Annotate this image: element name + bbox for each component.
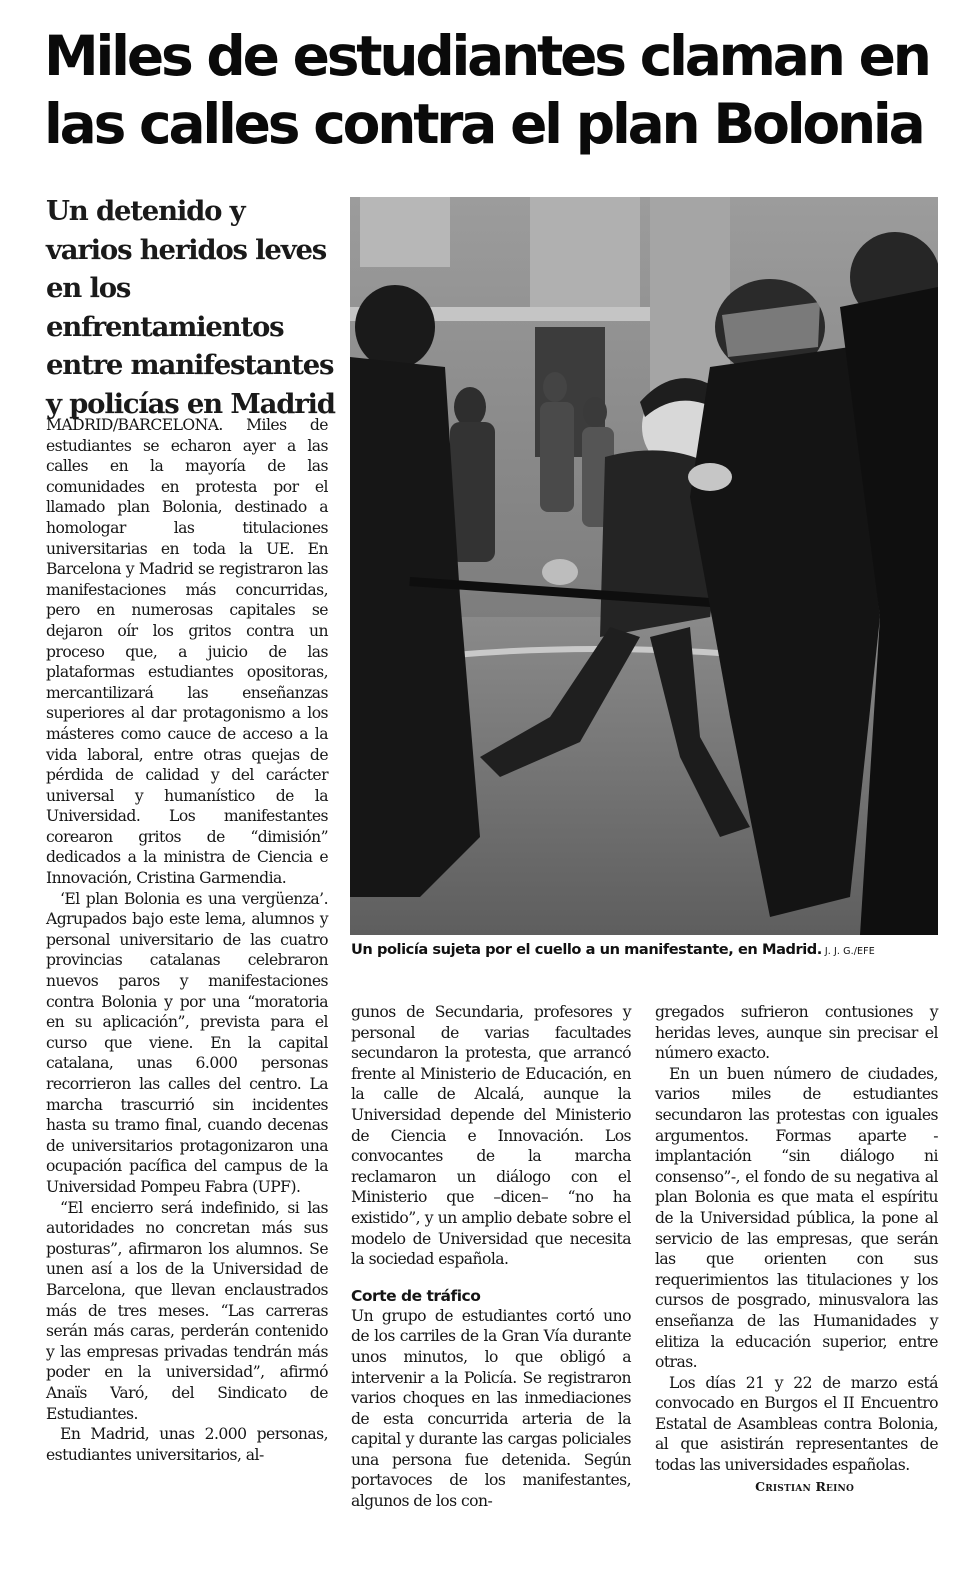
- paragraph: Un grupo de estudiantes cortó uno de los carriles de la Gran Vía durante unos minutos, lo que obligó a intervenir a la Policía. Se registraron varios choques en las inmediaciones de esta concurrida arteria de la capital y durante las cargas policiales una persona fue detenida. Según portavoces de los manifestantes, algunos de los con-: [351, 1306, 631, 1511]
- paragraph: gunos de Secundaria, profesores y personal de varias facultades secundaron la protesta, que arrancó frente al Ministerio de Educación, en la calle de Alcalá, aunque la Universidad depende del Ministerio de Ciencia e Innovación. Los convocantes de la marcha reclamaron un diálogo con el Ministerio que –dicen– “no ha existido”, y un amplio debate sobre el modelo de Universidad que necesita la sociedad española.: [351, 1003, 631, 1269]
- photo-caption-text: Un policía sujeta por el cuello a un manifestante, en Madrid.: [351, 941, 822, 958]
- photo-credit: J. J. G./EFE: [824, 946, 875, 957]
- news-photo-illustration: [350, 197, 938, 935]
- article-column-2: [351, 1002, 631, 1512]
- article-column-1: [46, 415, 328, 1465]
- subheadline: Un detenido y varios heridos leves en los enfrentamientos entre manifestantes y policías en Madrid: [46, 195, 335, 420]
- article-column-3: [655, 1002, 938, 1497]
- photo-caption: [351, 940, 951, 962]
- paragraph: “El encierro será indefinido, si las autoridades no concretan más sus posturas”, afirmaron los alumnos. Se unen así a los de la Universidad de Barcelona, que llevan enclaustrados más de tres meses. “Las carreras serán más caras, perderán contenido y las empresas privadas tendrán más poder en la universidad”, afirmó Anaïs Varó, del Sindicato de Estudiantes.: [46, 1198, 328, 1423]
- paragraph: En Madrid, unas 2.000 personas, estudiantes universitarios, al-: [46, 1425, 328, 1464]
- paragraph: ‘El plan Bolonia es una vergüenza’. Agrupados bajo este lema, alumnos y personal universitario de las cuatro provincias catalanas celebraron nuevos paros y manifestaciones contra Bolonia y por una “moratoria en su aplicación”, prevista para el curso que viene. En la capital catalana, unas 6.000 personas recorrieron las calles del centro. La marcha trascurrió sin incidentes hasta su tramo final, cuando decenas de universitarios protagonizaron una ocupación pacífica del campus de la Universidad Pompeu Fabra (UPF).: [46, 889, 328, 1196]
- section-subhead: Corte de tráfico: [351, 1286, 481, 1305]
- paragraph: gregados sufrieron contusiones y heridas leves, aunque sin precisar el número exacto.: [655, 1003, 938, 1063]
- headline: Miles de estudiantes claman en las calles contra el plan Bolonia: [44, 24, 929, 156]
- paragraph: MADRID/BARCELONA. Miles de estudiantes se echaron ayer a las calles en la mayoría de las comunidades en protesta por el llamado plan Bolonia, destinado a homologar las titulaciones universitarias en toda la UE. En Barcelona y Madrid se registraron las manifestaciones más concurridas, pero en numerosas capitales se dejaron oír los gritos contra un proceso que, a juicio de las plataformas estudiantes opositoras, mercantilizará las enseñanzas superiores al dar protagonismo a los másteres como cauce de acceso a la vida laboral, entre otras quejas de pérdida de calidad y del carácter universal y humanístico de la Universidad. Los manifestantes corearon gritos de “dimisión” dedicados a la ministra de Ciencia e Innovación, Cristina Garmendia.: [46, 416, 328, 888]
- byline: Cristian Reino: [755, 1478, 854, 1494]
- paragraph: En un buen número de ciudades, varios miles de estudiantes secundaron las protestas con iguales argumentos. Formas aparte -implantación “sin diálogo ni consenso”-, el fondo de su negativa al plan Bolonia es que mata el espíritu de la Universidad pública, la pone al servicio de las empresas, que serán las que orienten con sus requerimientos las titulaciones y los cursos de posgrado, minusvalora las enseñanza de las Humanidades y elitiza la educación superior, entre otras.: [655, 1064, 938, 1372]
- paragraph: Los días 21 y 22 de marzo está convocado en Burgos el II Encuentro Estatal de Asambleas contra Bolonia, al que asistirán representantes de todas las universidades españolas.: [655, 1373, 938, 1475]
- news-photo: [350, 197, 938, 935]
